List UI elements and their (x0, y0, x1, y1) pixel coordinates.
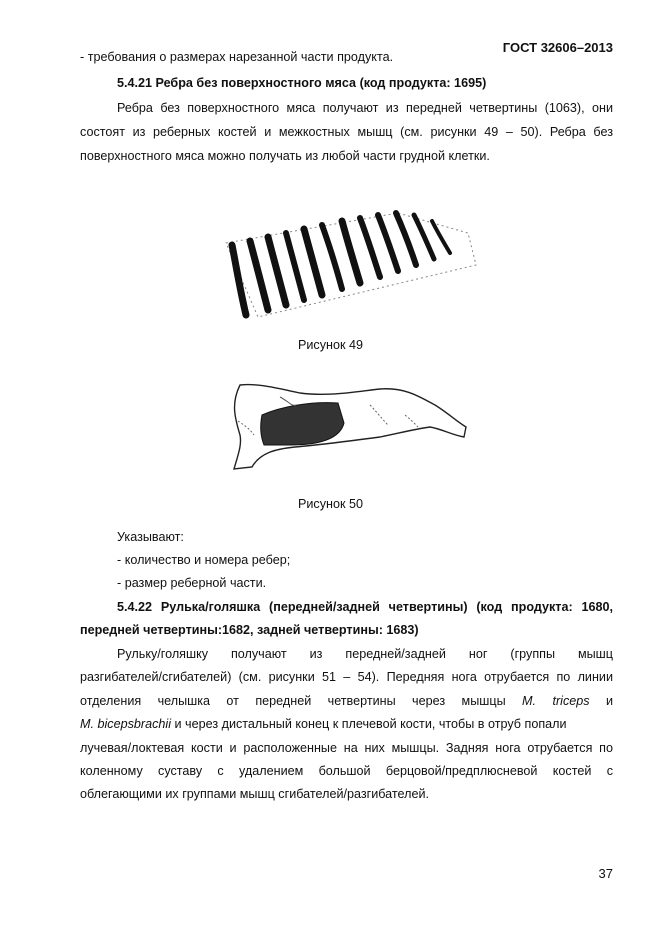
muscle-name-triceps: M. triceps (522, 694, 590, 708)
text-line: лучевая/локтевая кости и расположенные на них мышцы. Задняя нога отрубается по (80, 741, 613, 755)
section-heading-5-4-21: 5.4.21 Ребра без поверхностного мяса (код продукта: 1695) (117, 76, 487, 90)
text-line: состоят из реберных костей и межкостных мышц (см. рисунки 49 – 50). Ребра без (80, 125, 613, 139)
text-line: поверхностного мяса можно получать из любой части грудной клетки. (80, 149, 490, 163)
text-fragment: и (605, 694, 614, 708)
section-heading-5-4-22: 5.4.22 Рулька/голяшка (передней/задней четвертины) (код продукта: 1680, (117, 600, 613, 614)
ribs-illustration (218, 205, 478, 325)
page-number: 37 (598, 866, 613, 881)
text-line: Указывают: (117, 530, 184, 544)
text-fragment: отделения челышка от передней четвертины через мышцы (80, 694, 506, 708)
section-heading-5-4-22-cont: передней четвертины:1682, задней четвертины: 1683) (80, 623, 419, 637)
text-line: Ребра без поверхностного мяса получают из передней четвертины (1063), они (117, 101, 613, 115)
list-item: - количество и номера ребер; (117, 553, 291, 567)
standard-header: ГОСТ 32606–2013 (502, 40, 613, 55)
text-fragment: и через дистальный конец к плечевой кости, чтобы в отруб попали (171, 717, 567, 731)
text-line (80, 694, 613, 708)
text-line: Рульку/голяшку получают из передней/задней ног (группы мышц (117, 647, 613, 661)
muscle-name-biceps: M. bicepsbrachii (80, 717, 171, 731)
figure-49-caption: Рисунок 49 (297, 338, 363, 352)
list-item: - размер реберной части. (117, 576, 267, 590)
text-line: коленному суставу с удалением большой берцовой/предплюсневой костей с (80, 764, 613, 778)
figure-50-caption: Рисунок 50 (297, 497, 363, 511)
text-line: облегающими их группами мышц сгибателей/разгибателей. (80, 787, 429, 801)
carcass-quarter-illustration (220, 375, 475, 477)
text-line: разгибателей/сгибателей) (см. рисунки 51 – 54). Передняя нога отрубается по линии (80, 670, 613, 684)
text-line (80, 717, 613, 731)
text-line: - требования о размерах нарезанной части продукта. (80, 50, 394, 64)
